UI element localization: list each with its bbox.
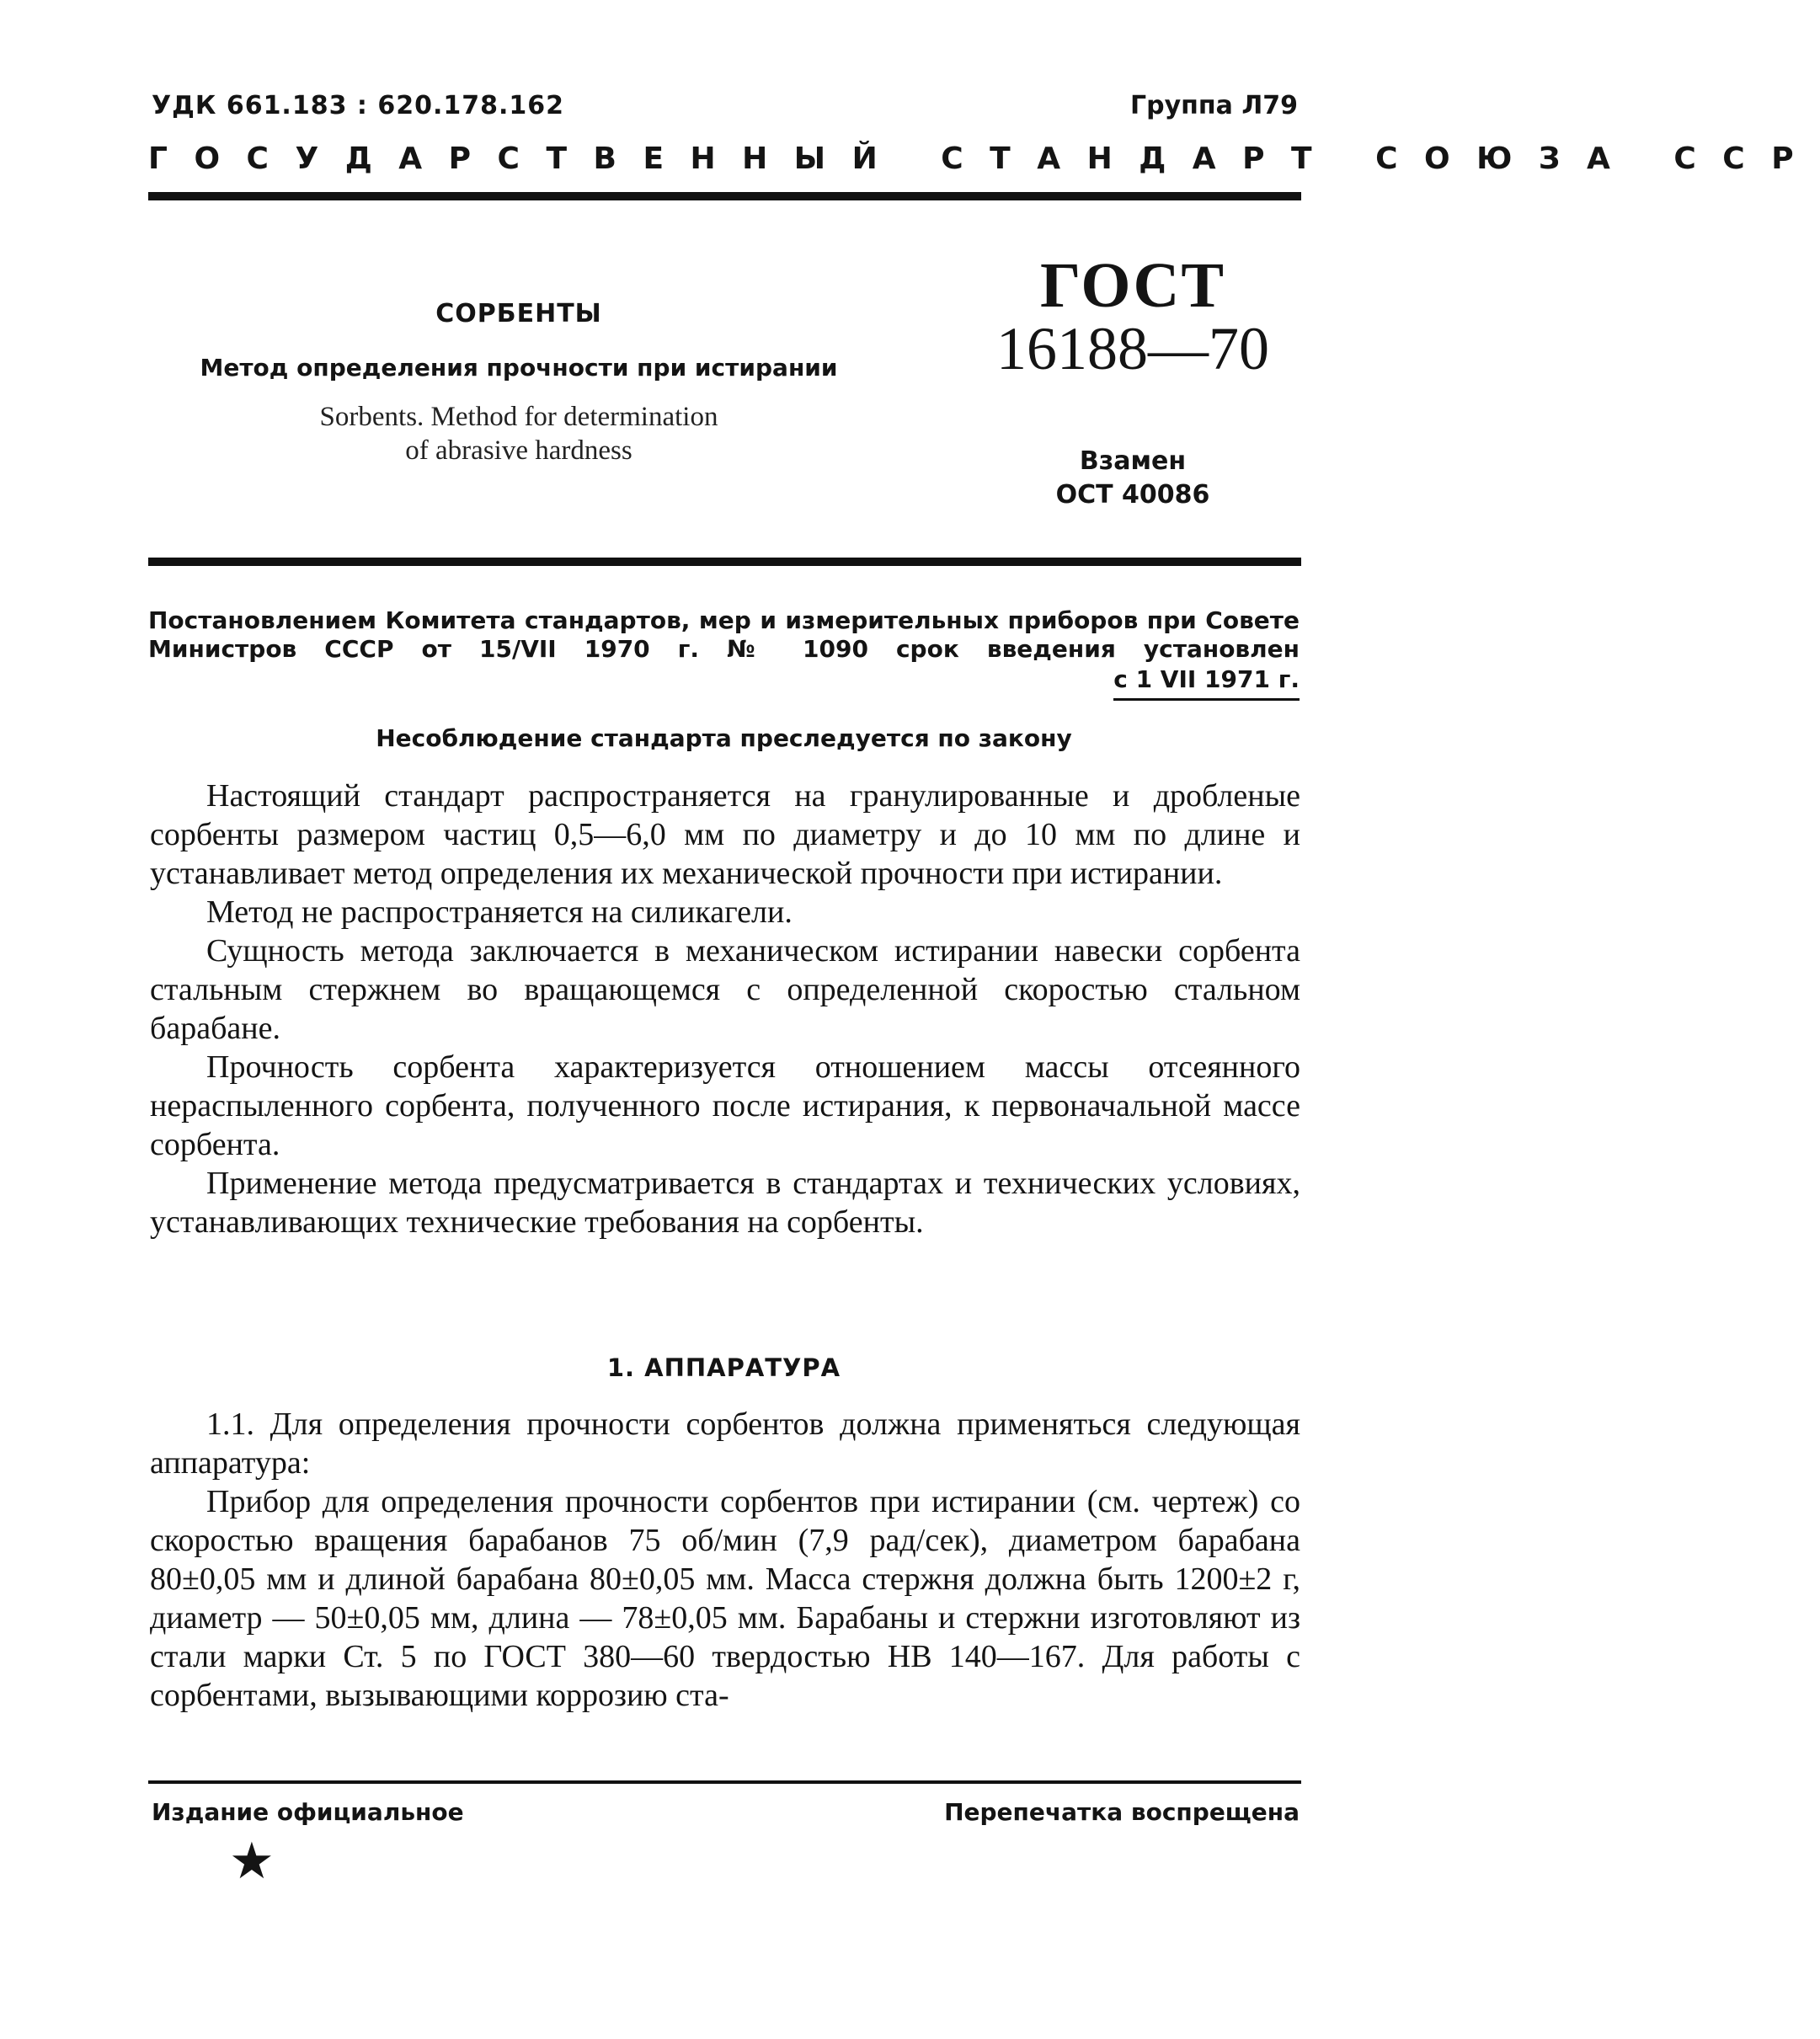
decree-text: Постановлением Комитета стандартов, мер и измерительных приборов при Совете Министров СССР от 15/VII 1970 г. № 1090 срок введения установлен xyxy=(148,606,1300,663)
intro-paragraph: Применение метода предусматривается в стандартах и технических условиях, устанавливающих технические требования на сорбенты. xyxy=(150,1166,1300,1240)
state-standard-text: ГОСУДАРСТВЕННЫЙ СТАНДАРТ СОЮЗА ССР xyxy=(148,141,1820,176)
section1-body xyxy=(150,1405,1300,1715)
document-subject: СОРБЕНТЫ xyxy=(435,299,602,328)
replaces-block xyxy=(977,445,1289,512)
replaces-label: Взамен xyxy=(1079,446,1187,476)
title-divider xyxy=(148,558,1301,566)
state-standard-heading xyxy=(148,141,1820,184)
method-title-en-line1: Sorbents. Method for determination xyxy=(319,402,718,432)
intro-paragraph: Прочность сорбента характеризуется отношением массы отсеянного нераспыленного сорбента, полученного после истирания, к первоначальной массе сорбента. xyxy=(150,1049,1300,1162)
method-title-ru: Метод определения прочности при истирании xyxy=(200,354,838,382)
replaces-value: ОСТ 40086 xyxy=(1055,480,1210,510)
section1-paragraph: 1.1. Для определения прочности сорбентов должна применяться следующая аппаратура: xyxy=(150,1406,1300,1481)
intro-paragraph: Настоящий стандарт распространяется на гранулированные и дробленые сорбенты размером частиц 0,5—6,0 мм по диаметру и до 10 мм по длине и устанавливает метод определения их механической прочности при истирании. xyxy=(150,778,1300,891)
intro-paragraph: Сущность метода заключается в механическом истирании навески сорбента стальным стержнем во вращающемся с определенной скоростью стальном барабане. xyxy=(150,933,1300,1046)
group-code: Группа Л79 xyxy=(1130,91,1298,120)
gost-label: ГОСТ xyxy=(1039,250,1226,321)
header-divider xyxy=(148,192,1301,200)
footer-divider xyxy=(148,1780,1301,1784)
section1-paragraph: Прибор для определения прочности сорбентов при истирании (см. чертеж) со скоростью вращения барабанов 75 об/мин (7,9 рад/сек), диаметром барабана 80±0,05 мм и длиной барабана 80±0,05 мм. Масса стержня должна быть 1200±2 г, диаметр — 50±0,05 мм, длина — 78±0,05 мм. Барабаны и стержни изготовляют из стали марки Ст. 5 по ГОСТ 380—60 твердостью НВ 140—167. Для работы с сорбентами, вызывающими коррозию ста- xyxy=(150,1484,1300,1713)
section-title-apparatus: 1. АППАРАТУРА xyxy=(606,1353,841,1382)
intro-body xyxy=(150,777,1300,1241)
decree-effective-date: с 1 VII 1971 г. xyxy=(1113,665,1300,701)
gost-number: 16188—70 xyxy=(996,315,1269,382)
udk-code: УДК 661.183 : 620.178.162 xyxy=(152,91,564,120)
method-title-en-line2: of abrasive hardness xyxy=(405,435,632,466)
method-title-en xyxy=(148,400,889,467)
star-icon: ★ xyxy=(229,1832,275,1891)
legal-warning: Несоблюдение стандарта преследуется по закону xyxy=(376,724,1072,752)
reprint-prohibited-label: Перепечатка воспрещена xyxy=(944,1798,1300,1826)
intro-paragraph: Метод не распространяется на силикагели. xyxy=(206,894,793,930)
official-edition-label: Издание официальное xyxy=(152,1798,464,1826)
